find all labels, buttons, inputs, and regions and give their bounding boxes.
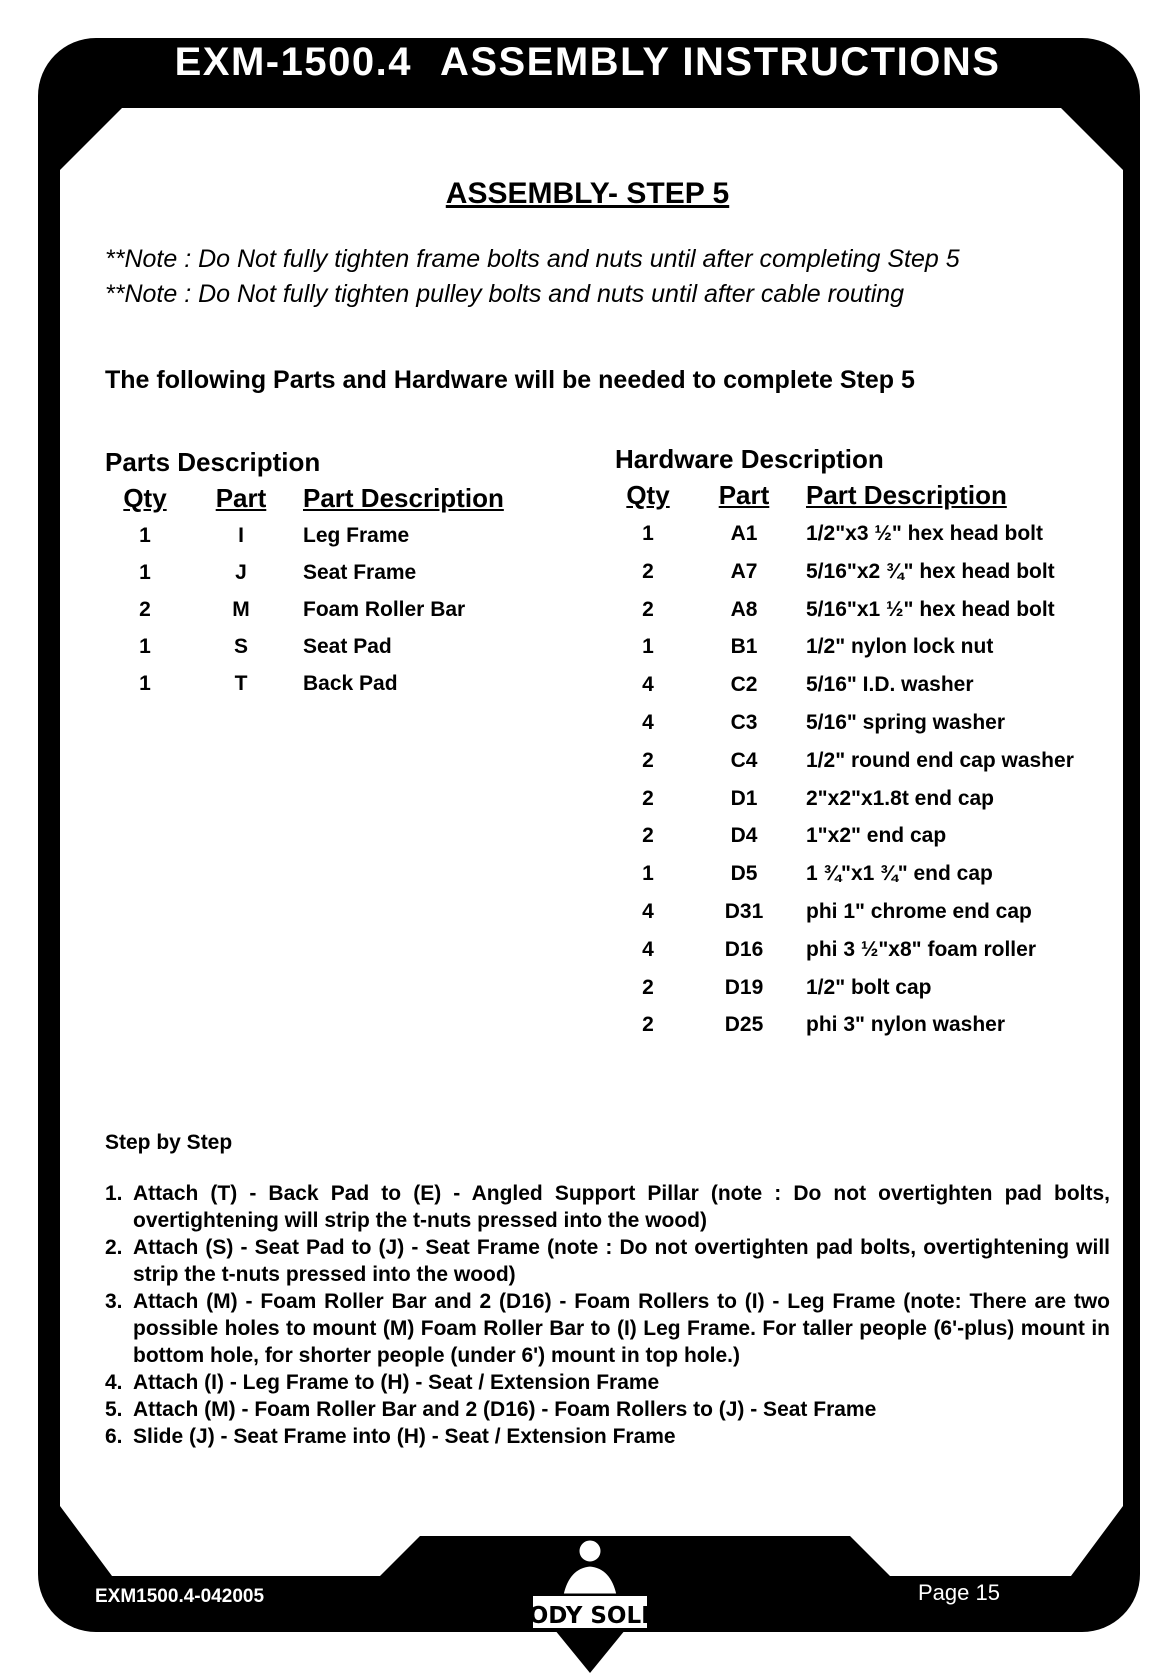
hardware-row-part: D19 xyxy=(724,975,764,999)
note-1: **Note : Do Not fully tighten frame bolts and nuts until after completing Step 5 xyxy=(105,245,960,273)
page-title xyxy=(60,40,1115,85)
hardware-row-desc: 2"x2"x1.8t end cap xyxy=(806,786,995,810)
step-item xyxy=(105,1423,1110,1450)
hardware-row-qty: 2 xyxy=(642,786,654,810)
steps-title: Step by Step xyxy=(105,1131,233,1154)
hardware-section-title: Hardware Description xyxy=(615,444,884,474)
hardware-row-desc: 5/16"x1 ½" hex head bolt xyxy=(806,597,1055,621)
hardware-row-part: D1 xyxy=(730,786,758,810)
hardware-row-part: D4 xyxy=(730,824,758,848)
hardware-row-desc: 5/16" I.D. washer xyxy=(806,673,974,697)
hardware-row-qty: 4 xyxy=(642,711,654,734)
step-number: 3. xyxy=(105,1290,123,1313)
parts-row-part: I xyxy=(238,524,244,547)
hardware-row-part: D16 xyxy=(724,937,764,961)
note-2: **Note : Do Not fully tighten pulley bolts and nuts until after cable routing xyxy=(105,280,905,308)
footer-page-number: Page 15 xyxy=(918,1580,1000,1605)
hardware-header-qty: Qty xyxy=(626,480,670,510)
hardware-row-qty: 1 xyxy=(642,522,654,545)
parts-section-title: Parts Description xyxy=(105,447,321,477)
footer-doc-code: EXM1500.4-042005 xyxy=(95,1586,265,1607)
parts-row-desc: Seat Pad xyxy=(303,635,392,658)
step-text: Slide (J) - Seat Frame into (H) - Seat / Extension Frame xyxy=(133,1425,676,1448)
step-item xyxy=(105,1396,1110,1423)
hardware-header-part: Part xyxy=(718,480,770,510)
hardware-row-qty: 2 xyxy=(642,824,654,848)
parts-row-qty: 1 xyxy=(139,672,151,695)
hardware-row-part: A1 xyxy=(730,522,758,545)
step-item xyxy=(105,1180,1110,1234)
step-item xyxy=(105,1369,1110,1396)
step-text: Attach (M) - Foam Roller Bar and 2 (D16) - Foam Rollers to (J) - Seat Frame xyxy=(133,1398,877,1421)
model-number: EXM-1500.4 xyxy=(174,40,412,84)
body-solid-logo xyxy=(510,1533,670,1673)
step-text: Attach (T) - Back Pad to (E) - Angled Support Pillar (note : Do not overtighten pad bolts, overtightening will strip the t-nuts pressed into the wood) xyxy=(133,1182,1110,1232)
step-item xyxy=(105,1234,1110,1288)
parts-row-desc: Leg Frame xyxy=(303,524,410,547)
hardware-row-part: C4 xyxy=(730,748,758,772)
parts-row-desc: Back Pad xyxy=(303,672,398,695)
parts-header-part: Part xyxy=(215,483,267,513)
step-number: 6. xyxy=(105,1425,123,1448)
hardware-row-qty: 2 xyxy=(642,748,654,772)
hardware-row-part: C3 xyxy=(730,711,758,734)
step-number: 2. xyxy=(105,1236,123,1259)
hardware-row-qty: 4 xyxy=(642,673,654,697)
step-item xyxy=(105,1288,1110,1369)
parts-row-desc: Foam Roller Bar xyxy=(303,598,466,621)
step-text: Attach (S) - Seat Pad to (J) - Seat Frame (note : Do not overtighten pad bolts, overtightening will strip the t-nuts pressed into the wood) xyxy=(133,1236,1110,1286)
hardware-row-desc: phi 3" nylon washer xyxy=(806,1013,1005,1037)
hardware-row-part: D31 xyxy=(724,900,764,923)
parts-row-part: S xyxy=(233,635,248,658)
hardware-row-part: A7 xyxy=(730,559,758,583)
parts-row-desc: Seat Frame xyxy=(303,561,417,584)
hardware-row-desc: 5/16"x2 ¾" hex head bolt xyxy=(806,559,1055,583)
parts-row-qty: 1 xyxy=(139,561,151,584)
hardware-row-desc: 1"x2" end cap xyxy=(806,824,947,848)
parts-row-qty: 1 xyxy=(139,524,151,547)
hardware-row-qty: 4 xyxy=(642,900,654,923)
hardware-row-qty: 4 xyxy=(642,937,654,961)
hardware-row-desc: 1/2" round end cap washer xyxy=(806,748,1074,772)
hardware-row-desc: 5/16" spring washer xyxy=(806,711,1006,734)
hardware-header-desc: Part Description xyxy=(806,480,1007,510)
parts-row-qty: 2 xyxy=(139,598,151,621)
parts-row-part: M xyxy=(232,598,250,621)
parts-header-qty: Qty xyxy=(123,483,167,513)
hardware-row-desc: 1 ¾"x1 ¾" end cap xyxy=(806,862,993,886)
parts-row-qty: 1 xyxy=(139,635,151,658)
hardware-row-desc: phi 1" chrome end cap xyxy=(806,900,1032,923)
hardware-row-part: C2 xyxy=(730,673,758,697)
hardware-row-qty: 2 xyxy=(642,975,654,999)
hardware-row-part: D5 xyxy=(730,862,758,886)
title-text: ASSEMBLY INSTRUCTIONS xyxy=(439,40,1001,84)
hardware-row-desc: 1/2" bolt cap xyxy=(806,975,932,999)
parts-row-part: J xyxy=(235,561,247,584)
hardware-row-part: A8 xyxy=(730,597,758,621)
hardware-row-qty: 2 xyxy=(642,1013,654,1037)
hardware-row-part: B1 xyxy=(730,635,758,659)
step-text: Attach (I) - Leg Frame to (H) - Seat / Extension Frame xyxy=(133,1371,660,1394)
step-number: 5. xyxy=(105,1398,123,1421)
hardware-row-qty: 1 xyxy=(642,862,654,886)
hardware-row-desc: 1/2"x3 ½" hex head bolt xyxy=(806,522,1043,545)
step-number: 4. xyxy=(105,1371,123,1394)
step-text: Attach (M) - Foam Roller Bar and 2 (D16) - Foam Rollers to (I) - Leg Frame (note: There are two possible holes to mount (M) Foam Roller Bar to (I) Leg Frame. For taller people (6'-plus) mount in bottom hole, for shorter people (under 6') mount in top hole.) xyxy=(133,1290,1110,1367)
hardware-row-qty: 2 xyxy=(642,559,654,583)
parts-row-part: T xyxy=(234,672,248,695)
hardware-row-qty: 2 xyxy=(642,597,654,621)
hardware-row-part: D25 xyxy=(724,1013,764,1037)
step-number: 1. xyxy=(105,1182,123,1205)
hardware-row-qty: 1 xyxy=(642,635,654,659)
hardware-row-desc: phi 3 ½"x8" foam roller xyxy=(806,937,1036,961)
steps-list xyxy=(105,1180,1110,1450)
logo-text: BODY SOLID xyxy=(511,1603,669,1629)
step-heading: ASSEMBLY- STEP 5 xyxy=(445,177,730,210)
hardware-row-desc: 1/2" nylon lock nut xyxy=(806,635,994,659)
parts-header-desc: Part Description xyxy=(303,483,504,513)
intro-text: The following Parts and Hardware will be needed to complete Step 5 xyxy=(105,366,915,394)
